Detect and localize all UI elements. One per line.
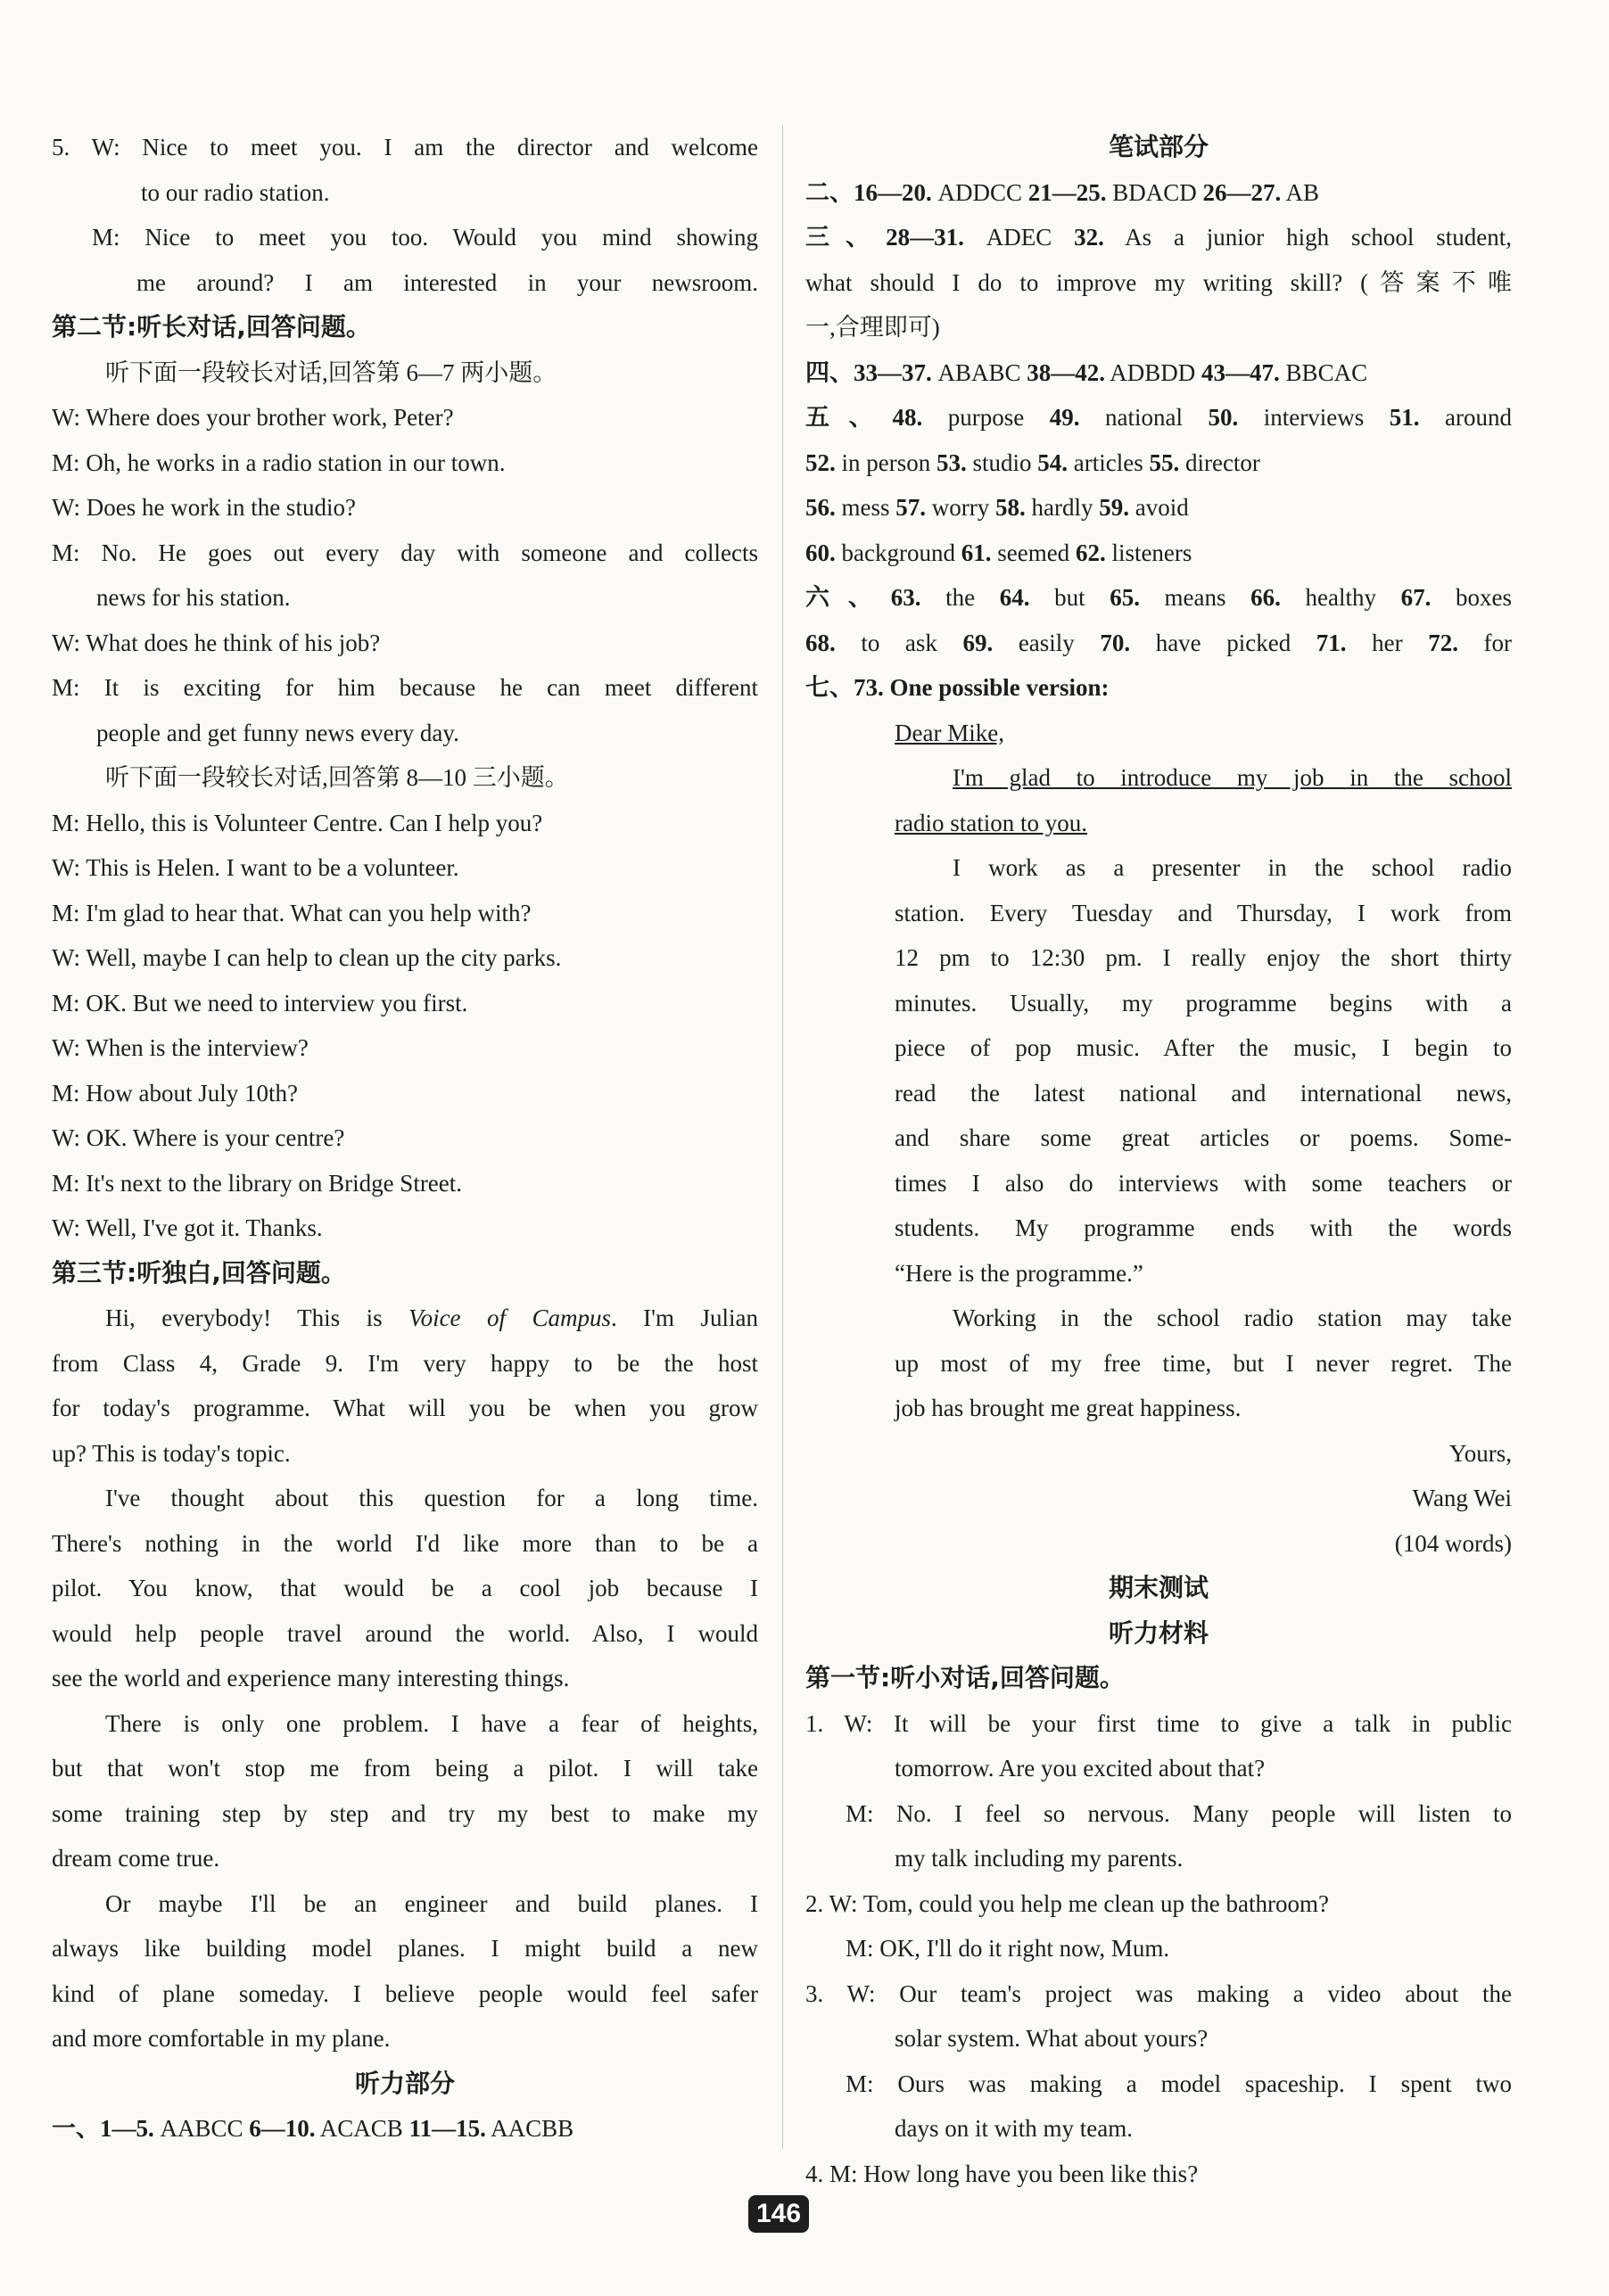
text-line: dream come true. (52, 1845, 220, 1872)
text-line: 4. M: How long have you been like this? (805, 2160, 1199, 2187)
answer-value: avoid (1128, 494, 1189, 521)
answer-label: 71. (1316, 629, 1347, 656)
section-heading: 第二节:听长对话,回答问题。 (52, 312, 371, 342)
text-line: piece of pop music. After the music, I begin to (895, 1034, 1512, 1061)
answer-label: 70. (1100, 629, 1131, 656)
answer-value: studio (966, 449, 1038, 476)
answer-value: interviews (1238, 404, 1390, 431)
answer-label: 66. (1250, 584, 1281, 611)
text-line: 3. W: Our team's project was making a video about the (805, 1979, 1512, 2007)
answer-line (805, 531, 1512, 576)
letter-signature: Wang Wei (1412, 1485, 1512, 1511)
answer-value: easily (993, 629, 1101, 656)
version-heading: 七、73. One possible version: (805, 674, 1110, 701)
answer-value: worry (926, 494, 995, 521)
answer-label: 6—10. (249, 2115, 316, 2142)
answer-value: means (1139, 584, 1251, 611)
text-line: 5. W: Nice to meet you. I am the director and welcome (52, 134, 758, 160)
text-line: some training step by step and try my best to make my (52, 1799, 758, 1827)
text-line: M: Oh, he works in a radio station in our town. (52, 449, 506, 476)
answer-label: 55. (1149, 449, 1180, 476)
text-line: 一,合理即可) (805, 314, 940, 341)
text-span: . I'm Julian (610, 1304, 758, 1331)
text-line: Or maybe I'll be an engineer and build planes. I (105, 1889, 758, 1917)
text-line: I work as a presenter in the school radio (953, 854, 1512, 881)
text-line: news for his station. (96, 584, 291, 611)
text-line: W: When is the interview? (52, 1034, 309, 1061)
text-line: minutes. Usually, my programme begins with a (895, 989, 1512, 1016)
text-line: up? This is today's topic. (52, 1439, 291, 1467)
answer-label: 59. (1099, 494, 1129, 521)
answer-value: As a junior high school student, (1103, 224, 1513, 251)
answer-value: the (920, 584, 1000, 611)
answer-label: 60. (805, 539, 836, 566)
text-line: M: OK, I'll do it right now, Mum. (846, 1935, 1170, 1962)
text-line: W: This is Helen. I want to be a volunteer. (52, 854, 459, 881)
answer-label: 54. (1037, 449, 1068, 476)
right-column (805, 125, 1512, 2196)
text-line: “Here is the programme.” (895, 1259, 1143, 1287)
answer-value: ADDCC (931, 178, 1028, 206)
answer-label: 四、33—37. (805, 358, 932, 386)
answer-label: 一、1—5. (52, 2115, 154, 2142)
section-heading: 听力材料 (1108, 1617, 1209, 1648)
answer-label: 49. (1049, 404, 1080, 431)
text-line: up most of my free time, but I never regret. The (895, 1349, 1512, 1377)
text-line: 1. W: It will be your first time to give a talk in public (805, 1709, 1512, 1737)
answer-line (805, 485, 1512, 531)
answer-line (805, 350, 1512, 396)
answer-value: BBCAC (1279, 358, 1368, 386)
answer-label: 21—25. (1027, 178, 1107, 206)
text-line: There's nothing in the world I'd like more than to be a (52, 1529, 758, 1557)
answer-value: national (1079, 404, 1209, 431)
text-line (805, 665, 1512, 711)
answer-line (805, 395, 1512, 440)
answer-label: 69. (962, 629, 994, 656)
answer-label: 65. (1110, 584, 1140, 611)
answer-label: 43—47. (1201, 358, 1280, 386)
text-line: for today's programme. What will you be when you grow (52, 1395, 758, 1421)
answer-value: director (1179, 449, 1260, 476)
text-line: W: OK. Where is your centre? (52, 1124, 345, 1151)
answer-label: 51. (1389, 404, 1420, 431)
answer-value: background (835, 539, 961, 566)
answer-value: her (1346, 629, 1429, 656)
text-line: 听下面一段较长对话,回答第 6—7 两小题。 (105, 358, 557, 386)
text-line: but that won't stop me from being a pilot. I will take (52, 1755, 758, 1782)
letter-salutation: Dear Mike, (895, 719, 1004, 746)
text-line: M: No. He goes out every day with someone and collects (52, 539, 758, 566)
answer-line (805, 215, 1512, 260)
answer-value: articles (1068, 449, 1150, 476)
section-heading: 听力部分 (354, 2068, 455, 2098)
text-line: M: Hello, this is Volunteer Centre. Can I help you? (52, 809, 543, 836)
answer-value: to ask (835, 629, 963, 656)
answer-value: boxes (1431, 584, 1512, 611)
text-line: from Class 4, Grade 9. I'm very happy to be the host (52, 1349, 758, 1377)
text-line: station. Every Tuesday and Thursday, I work from (895, 899, 1512, 926)
answer-value: but (1029, 584, 1110, 611)
answer-label: 32. (1074, 224, 1104, 251)
answer-line (805, 575, 1512, 621)
answer-label: 62. (1075, 539, 1106, 566)
text-line: see the world and experience many interesting things. (52, 1665, 570, 1691)
answer-label: 五、48. (805, 404, 923, 431)
answer-value: AB (1281, 178, 1320, 206)
answer-value: have picked (1130, 629, 1316, 656)
answer-line (805, 440, 1512, 486)
answer-value: ADEC (963, 224, 1075, 251)
page-number: 146 (748, 2195, 809, 2233)
text-line: M: How about July 10th? (52, 1079, 298, 1107)
answer-value: hardly (1025, 494, 1100, 521)
answer-value: AACBB (485, 2115, 574, 2142)
text-span: Hi, everybody! This is (105, 1304, 409, 1331)
text-line: job has brought me great happiness. (895, 1395, 1242, 1421)
answer-label: 58. (994, 494, 1026, 521)
answer-label: 72. (1428, 629, 1458, 656)
answer-label: 57. (895, 494, 926, 521)
section-heading: 笔试部分 (1108, 132, 1209, 161)
answer-label: 53. (936, 449, 967, 476)
text-line: W: What does he think of his job? (52, 629, 381, 656)
answer-line (52, 2106, 758, 2152)
answer-label: 二、16—20. (805, 178, 932, 206)
answer-line (805, 170, 1512, 216)
answer-label: 56. (805, 494, 836, 521)
section-heading: 第三节:听独白,回答问题。 (52, 1257, 346, 1288)
text-line: kind of plane someday. I believe people would feel safer (52, 1979, 758, 2007)
text-line: M: It's next to the library on Bridge Street. (52, 1169, 463, 1197)
text-line: students. My programme ends with the words (895, 1214, 1512, 1241)
text-line: and more comfortable in my plane. (52, 2025, 391, 2052)
text-line: me around? I am interested in your newsroom. (136, 268, 758, 296)
text-line: There is only one problem. I have a fear of heights, (105, 1709, 758, 1737)
text-line: M: No. I feel so nervous. Many people will listen to (846, 1799, 1512, 1827)
text-line: W: Well, I've got it. Thanks. (52, 1214, 323, 1241)
text-line: and share some great articles or poems. Some- (895, 1124, 1512, 1151)
answer-value: listeners (1105, 539, 1192, 566)
text-line: read the latest national and international news, (895, 1079, 1512, 1107)
text-line: I'm glad to introduce my job in the school (953, 764, 1512, 791)
text-line: people and get funny news every day. (96, 719, 459, 746)
answer-label: 61. (961, 539, 992, 566)
answer-value: ABABC (931, 358, 1027, 386)
section-heading: 期末测试 (1108, 1573, 1209, 1602)
text-line: times I also do interviews with some teachers or (895, 1169, 1512, 1197)
italic-title: Voice of Campus (408, 1304, 611, 1331)
text-line (52, 1296, 758, 1341)
text-line: always like building model planes. I might build a new (52, 1935, 758, 1962)
text-line: M: Nice to meet you too. Would you mind showing (92, 224, 758, 251)
answer-label: 52. (805, 449, 836, 476)
answer-value: in person (835, 449, 937, 476)
answer-value: healthy (1280, 584, 1401, 611)
answer-label: 67. (1400, 584, 1432, 611)
word-count: (104 words) (1394, 1529, 1512, 1557)
text-line: 12 pm to 12:30 pm. I really enjoy the short thirty (895, 944, 1512, 971)
answer-value: for (1457, 629, 1512, 656)
text-line: what should I do to improve my writing skill? (答案不唯 (805, 268, 1512, 296)
text-line: Working in the school radio station may take (953, 1304, 1512, 1331)
text-line: to our radio station. (141, 178, 330, 206)
text-line: tomorrow. Are you excited about that? (895, 1755, 1266, 1782)
answer-label: 六、63. (805, 584, 921, 611)
answer-value: seemed (991, 539, 1076, 566)
section-heading: 第一节:听小对话,回答问题。 (805, 1663, 1125, 1692)
text-line: W: Well, maybe I can help to clean up the city parks. (52, 944, 562, 971)
text-line: M: OK. But we need to interview you first. (52, 989, 468, 1016)
text-line: solar system. What about yours? (895, 2025, 1209, 2052)
answer-label: 11—15. (408, 2115, 486, 2142)
letter-closing: Yours, (1448, 1439, 1512, 1467)
left-column (52, 125, 758, 2152)
text-line: pilot. You know, that would be a cool job because I (52, 1575, 758, 1601)
text-line: I've thought about this question for a long time. (105, 1485, 758, 1511)
text-line: M: It is exciting for him because he can meet different (52, 674, 758, 701)
text-line: M: Ours was making a model spaceship. I spent two (846, 2070, 1512, 2097)
text-line: 2. W: Tom, could you help me clean up the bathroom? (805, 1889, 1329, 1917)
column-divider (782, 125, 783, 2149)
answer-value: mess (835, 494, 896, 521)
answer-value: around (1419, 404, 1512, 431)
text-line: W: Does he work in the studio? (52, 494, 356, 521)
answer-value: ADBDD (1105, 358, 1202, 386)
answer-line (805, 621, 1512, 666)
text-line: radio station to you. (895, 809, 1087, 836)
answer-label: 26—27. (1202, 178, 1282, 206)
text-line: W: Where does your brother work, Peter? (52, 404, 454, 431)
answer-value: purpose (922, 404, 1050, 431)
text-line: my talk including my parents. (895, 1845, 1184, 1872)
answer-label: 三、28—31. (805, 224, 964, 251)
text-line: 听下面一段较长对话,回答第 8—10 三小题。 (105, 764, 569, 791)
answer-label: 64. (999, 584, 1030, 611)
text-line: days on it with my team. (895, 2115, 1133, 2142)
answer-value: AABCC (153, 2115, 250, 2142)
text-line: M: I'm glad to hear that. What can you help with? (52, 899, 532, 926)
answer-label: 68. (805, 629, 836, 656)
answer-value: BDACD (1106, 178, 1203, 206)
answer-label: 50. (1208, 404, 1239, 431)
answer-value: ACACB (315, 2115, 409, 2142)
answer-label: 38—42. (1027, 358, 1106, 386)
text-line: would help people travel around the world. Also, I would (52, 1619, 758, 1647)
